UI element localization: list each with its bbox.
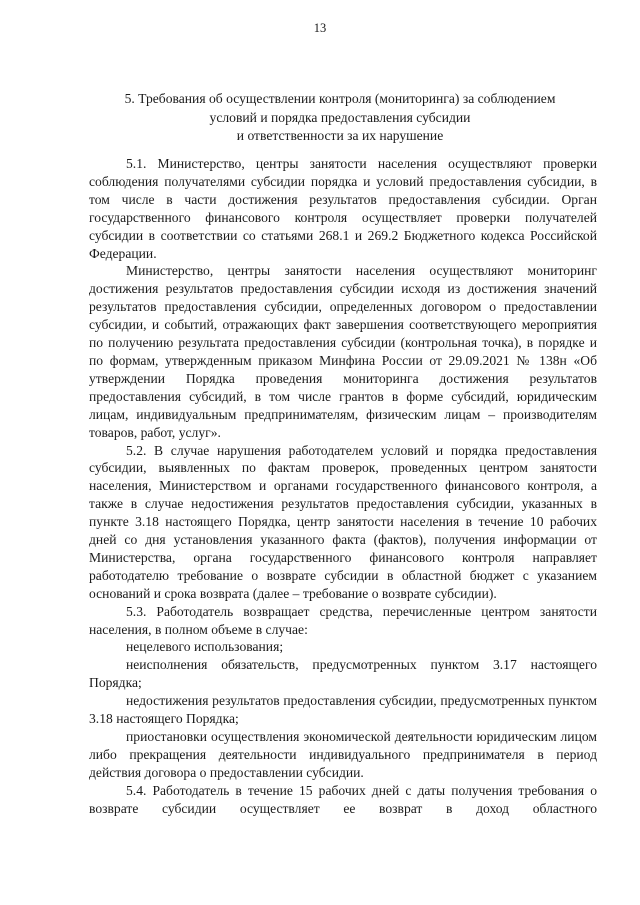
section-heading-line: условий и порядка предоставления субсидии (209, 109, 471, 125)
paragraph-5-1: 5.1. Министерство, центры занятости населения осуществляют проверки соблюдения получателями субсидии порядка и условий предоставления субсидии, в том числе в части достижения результатов предоставления субсидии. Орган государственного финансового контроля осуществляет проверки получателей субсидии в соответствии со статьями 268.1 и 269.2 Бюджетного кодекса Российской Федерации. (89, 156, 597, 261)
list-item: недостижения результатов предоставления субсидии, предусмотренных пунктом 3.18 настоящего Порядка; (89, 693, 597, 727)
section-heading (90, 90, 590, 146)
section-heading-line: 5. Требования об осуществлении контроля (мониторинга) за соблюдением (124, 91, 556, 106)
paragraph-5-3: 5.3. Работодатель возвращает средства, перечисленные центром занятости населения, в полном объеме в случае: (89, 603, 597, 637)
list-item: приостановки осуществления экономической деятельности юридическим лицом либо прекращения деятельности индивидуального предпринимателя в период действия договора о предоставлении субсидии. (89, 729, 597, 780)
section-heading-line: и ответственности за их нарушение (236, 128, 444, 143)
paragraph-5-2: 5.2. В случае нарушения работодателем условий и порядка предоставления субсидии, выявленных по фактам проверок, проведенных центром занятости населения, Министерством и органами государственного финансового контроля, а также в случае недостижения результатов предоставления субсидии, указанных в пункте 3.18 настоящего Порядка, центр занятости населения в течение 10 рабочих дней со дня установления указанного факта (фактов), получения информации от Министерства, органа государственного финансового контроля направляет работодателю требование о возврате субсидии в областной бюджет с указанием оснований и срока возврата (далее – требование о возврате субсидии). (89, 442, 597, 601)
section-body (89, 155, 597, 818)
paragraph-5-4: 5.4. Работодатель в течение 15 рабочих дней с даты получения требования о возврате субсидии осуществляет ее возврат в доход областного (89, 782, 597, 816)
page-number: 13 (313, 21, 327, 35)
list-item: неисполнения обязательств, предусмотренных пунктом 3.17 настоящего Порядка; (89, 657, 597, 691)
list-item: нецелевого использования; (126, 639, 284, 655)
paragraph-monitoring: Министерство, центры занятости населения осуществляют мониторинг достижения результатов предоставления субсидии исходя из достижения значений результатов предоставления субсидии, определенных договором о предоставлении субсидии, и событий, отражающих факт завершения соответствующего мероприятия по получению результата предоставления субсидии (контрольная точка), в порядке и по формам, утвержденным приказом Минфина России от 29.09.2021 № 138н «Об утверждении Порядка проведения мониторинга достижения результатов предоставления субсидий, в том числе грантов в форме субсидий, юридическим лицам, индивидуальным предпринимателям, физическим лицам – производителям товаров, работ, услуг». (89, 263, 597, 440)
